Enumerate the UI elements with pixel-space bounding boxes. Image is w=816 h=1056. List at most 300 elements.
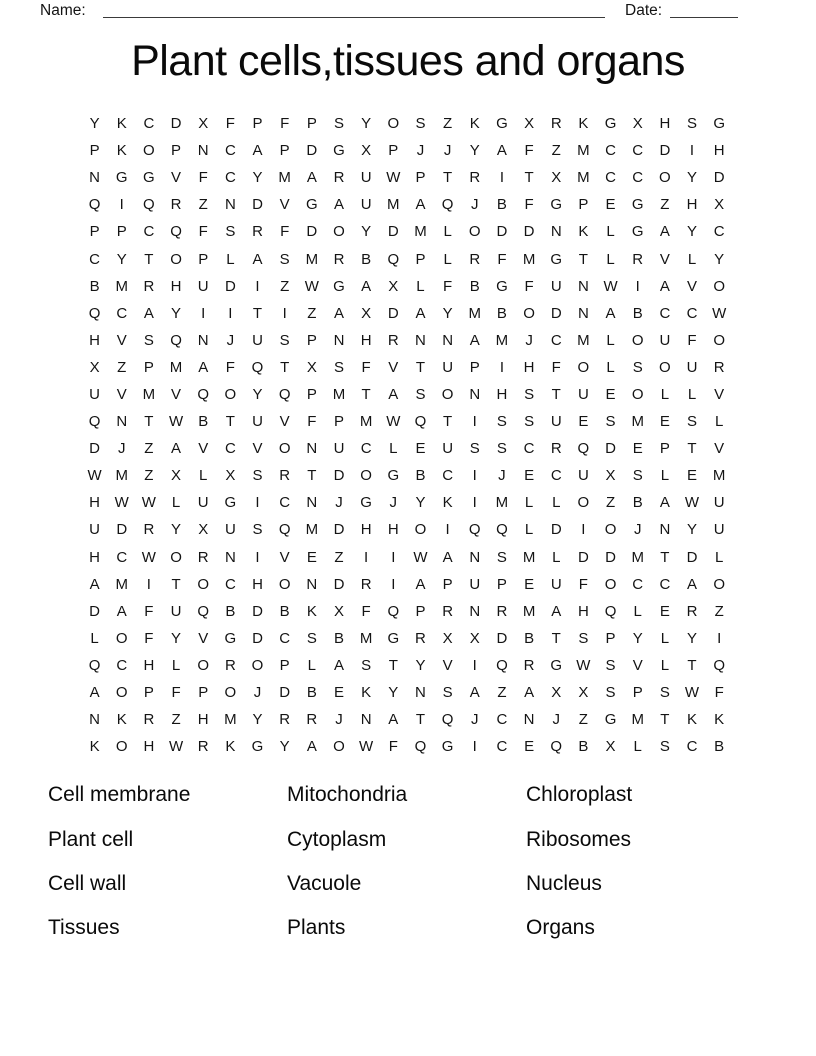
grid-cell: C	[659, 575, 671, 593]
grid-cell: O	[713, 331, 725, 349]
grid-cell: B	[306, 684, 317, 702]
grid-cell: W	[603, 277, 618, 295]
grid-cell: A	[306, 738, 317, 756]
grid-cell: F	[443, 277, 453, 295]
date-blank-line	[670, 17, 738, 18]
grid-cell: I	[255, 548, 260, 566]
grid-cell: G	[387, 629, 400, 647]
grid-cell: C	[550, 467, 562, 485]
grid-cell: V	[659, 250, 670, 268]
word-list-column	[48, 773, 287, 951]
grid-cell: W	[712, 304, 727, 322]
grid-cell: S	[361, 656, 372, 674]
grid-cell: X	[551, 169, 562, 187]
grid-cell: H	[713, 142, 725, 160]
grid-cell: Y	[415, 656, 426, 674]
grid-cell: O	[631, 385, 644, 403]
grid-cell: E	[524, 575, 535, 593]
grid-cell: Q	[278, 385, 291, 403]
grid-cell: A	[469, 331, 480, 349]
grid-cell: S	[306, 629, 317, 647]
grid-cell: W	[141, 548, 156, 566]
grid-cell: J	[443, 142, 452, 160]
grid-cell: Q	[278, 521, 291, 539]
grid-cell: Q	[88, 656, 101, 674]
grid-cell: C	[686, 738, 698, 756]
grid-cell: N	[306, 440, 318, 458]
grid-cell: T	[225, 413, 235, 431]
grid-cell: X	[89, 358, 100, 376]
grid-cell: H	[496, 385, 508, 403]
grid-cell: R	[279, 467, 291, 485]
grid-cell: M	[468, 304, 482, 322]
grid-cell: D	[686, 548, 698, 566]
grid-cell: S	[333, 358, 344, 376]
grid-cell: P	[198, 684, 209, 702]
grid-cell: C	[686, 304, 698, 322]
grid-cell: G	[631, 196, 644, 214]
grid-cell: E	[605, 385, 616, 403]
grid-cell: L	[660, 385, 670, 403]
grid-cell: H	[89, 494, 100, 512]
grid-cell: F	[388, 738, 398, 756]
grid-cell: N	[469, 548, 481, 566]
grid-cell: N	[333, 331, 345, 349]
grid-cell: Q	[88, 304, 101, 322]
grid-cell: S	[279, 250, 290, 268]
grid-cell: H	[89, 331, 100, 349]
grid-cell: Q	[170, 223, 182, 241]
grid-cell: O	[170, 548, 182, 566]
grid-cell: E	[415, 440, 426, 458]
grid-cell: D	[496, 629, 508, 647]
grid-cell: H	[197, 711, 209, 729]
grid-cell: M	[224, 711, 237, 729]
grid-cell: T	[443, 169, 453, 187]
grid-cell: Z	[714, 602, 724, 620]
grid-cell: J	[498, 467, 506, 485]
grid-cell: P	[89, 142, 100, 160]
grid-cell: T	[388, 656, 398, 674]
grid-cell: T	[660, 548, 670, 566]
grid-cell: C	[632, 169, 644, 187]
grid-cell: G	[604, 115, 617, 133]
grid-cell: Q	[713, 656, 725, 674]
grid-cell: S	[469, 440, 480, 458]
grid-cell: H	[143, 738, 155, 756]
grid-cell: Q	[468, 521, 481, 539]
grid-cell: Z	[578, 711, 588, 729]
grid-cell: T	[524, 169, 534, 187]
grid-cell: N	[224, 548, 236, 566]
grid-cell: L	[715, 413, 724, 431]
grid-cell: E	[687, 467, 698, 485]
grid-cell: S	[442, 684, 453, 702]
grid-cell: M	[522, 548, 536, 566]
grid-cell: J	[471, 196, 479, 214]
grid-cell: A	[361, 277, 372, 295]
grid-cell: Q	[197, 385, 210, 403]
grid-cell: Q	[496, 521, 508, 539]
grid-cell: X	[333, 602, 344, 620]
grid-cell: M	[495, 494, 509, 512]
grid-cell: H	[387, 521, 399, 539]
grid-cell: H	[143, 656, 155, 674]
grid-cell: T	[171, 575, 181, 593]
grid-cell: B	[415, 467, 426, 485]
grid-cell: C	[496, 711, 508, 729]
grid-cell: G	[387, 467, 400, 485]
grid-cell: B	[632, 494, 643, 512]
grid-cell: L	[606, 331, 615, 349]
grid-cell: K	[225, 738, 236, 756]
grid-cell: F	[280, 223, 290, 241]
grid-cell: Y	[632, 629, 643, 647]
grid-cell: L	[660, 656, 670, 674]
grid-cell: B	[361, 250, 372, 268]
grid-cell: S	[687, 413, 698, 431]
grid-cell: L	[307, 656, 316, 674]
grid-cell: M	[522, 250, 536, 268]
grid-cell: V	[714, 385, 725, 403]
grid-cell: A	[116, 602, 127, 620]
grid-cell: G	[224, 494, 237, 512]
grid-cell: A	[415, 575, 426, 593]
grid-cell: O	[115, 684, 128, 702]
grid-cell: L	[171, 494, 181, 512]
grid-cell: P	[306, 115, 317, 133]
grid-cell: I	[391, 548, 396, 566]
grid-cell: R	[632, 250, 644, 268]
grid-cell: A	[687, 575, 698, 593]
grid-cell: R	[387, 331, 399, 349]
grid-cell: L	[633, 738, 642, 756]
grid-cell: L	[552, 548, 561, 566]
grid-cell: M	[332, 385, 346, 403]
grid-cell: G	[143, 169, 155, 187]
grid-cell: I	[689, 142, 695, 160]
grid-cell: Q	[550, 738, 563, 756]
grid-cell: V	[279, 413, 290, 431]
grid-cell: J	[471, 711, 479, 729]
grid-cell: U	[89, 521, 100, 539]
grid-cell: U	[550, 575, 562, 593]
grid-cell: J	[226, 331, 235, 349]
grid-cell: I	[472, 413, 477, 431]
name-blank-line	[103, 17, 605, 18]
grid-cell: M	[115, 575, 128, 593]
grid-cell: O	[659, 169, 671, 187]
grid-cell: U	[550, 277, 562, 295]
grid-cell: I	[472, 656, 477, 674]
grid-cell: Z	[443, 115, 453, 133]
word-item: Plant cell	[48, 827, 134, 851]
grid-cell: H	[360, 521, 372, 539]
grid-cell: Q	[251, 358, 264, 376]
grid-cell: E	[632, 440, 643, 458]
grid-cell: B	[89, 277, 100, 295]
grid-cell: I	[635, 277, 640, 295]
grid-cell: U	[89, 385, 100, 403]
grid-cell: B	[632, 304, 643, 322]
grid-cell: V	[279, 548, 290, 566]
grid-cell: Z	[307, 304, 317, 322]
grid-cell: N	[577, 304, 589, 322]
grid-cell: C	[659, 304, 671, 322]
grid-cell: F	[198, 169, 208, 187]
grid-cell: G	[496, 277, 508, 295]
grid-cell: W	[413, 548, 428, 566]
grid-cell: Z	[280, 277, 290, 295]
grid-cell: O	[115, 629, 128, 647]
grid-cell: F	[551, 358, 561, 376]
grid-cell: D	[659, 142, 671, 160]
grid-cell: L	[715, 548, 724, 566]
grid-cell: Q	[604, 602, 617, 620]
grid-cell: M	[712, 467, 726, 485]
grid-cell: F	[171, 684, 181, 702]
grid-cell: A	[415, 304, 426, 322]
grid-cell: W	[114, 494, 129, 512]
grid-cell: D	[333, 575, 345, 593]
grid-cell: K	[687, 711, 698, 729]
word-item: Vacuole	[287, 871, 362, 895]
grid-cell: O	[333, 223, 345, 241]
grid-cell: P	[415, 602, 426, 620]
grid-cell: P	[306, 331, 317, 349]
grid-cell: T	[415, 358, 426, 376]
grid-cell: J	[389, 494, 398, 512]
grid-cell: O	[224, 385, 237, 403]
grid-cell: A	[659, 277, 670, 295]
grid-cell: A	[442, 548, 453, 566]
grid-cell: V	[198, 629, 209, 647]
grid-cell: T	[361, 385, 371, 403]
grid-cell: V	[116, 385, 127, 403]
grid-cell: S	[252, 467, 263, 485]
grid-cell: A	[333, 304, 344, 322]
grid-cell: N	[442, 331, 454, 349]
grid-cell: O	[251, 656, 264, 674]
grid-cell: G	[305, 196, 318, 214]
grid-cell: B	[496, 304, 507, 322]
grid-cell: K	[578, 115, 589, 133]
grid-cell: E	[524, 738, 535, 756]
grid-cell: D	[550, 521, 562, 539]
grid-cell: V	[442, 656, 453, 674]
grid-cell: P	[143, 358, 154, 376]
grid-cell: F	[361, 358, 371, 376]
grid-cell: S	[659, 738, 670, 756]
grid-cell: R	[550, 440, 562, 458]
grid-cell: A	[171, 440, 182, 458]
grid-cell: A	[388, 385, 399, 403]
grid-cell: J	[416, 142, 425, 160]
grid-cell: W	[304, 277, 319, 295]
grid-cell: M	[631, 711, 644, 729]
grid-cell: R	[143, 521, 155, 539]
grid-cell: R	[360, 575, 372, 593]
grid-cell: D	[252, 602, 263, 620]
grid-cell: I	[472, 738, 477, 756]
grid-cell: O	[387, 115, 400, 133]
grid-cell: I	[717, 629, 722, 647]
grid-cell: P	[171, 142, 182, 160]
grid-cell: A	[252, 142, 263, 160]
grid-cell: Z	[144, 440, 154, 458]
grid-cell: M	[414, 223, 427, 241]
grid-cell: C	[550, 331, 562, 349]
grid-cell: T	[660, 711, 670, 729]
grid-cell: S	[659, 684, 670, 702]
grid-cell: Z	[117, 358, 127, 376]
grid-cell: C	[360, 440, 372, 458]
grid-cell: H	[523, 358, 535, 376]
grid-cell: K	[442, 494, 453, 512]
grid-cell: K	[116, 142, 127, 160]
grid-cell: A	[198, 358, 209, 376]
grid-cell: Y	[252, 385, 263, 403]
grid-cell: V	[171, 169, 182, 187]
word-item: Mitochondria	[287, 783, 408, 807]
grid-cell: L	[687, 385, 697, 403]
grid-cell: D	[496, 223, 508, 241]
grid-cell: D	[170, 115, 182, 133]
grid-cell: N	[116, 413, 128, 431]
page-title: Plant cells,tissues and organs	[131, 37, 685, 85]
grid-cell: G	[496, 115, 508, 133]
grid-cell: P	[306, 385, 317, 403]
grid-cell: M	[359, 629, 373, 647]
grid-cell: X	[388, 277, 399, 295]
grid-cell: X	[198, 521, 209, 539]
grid-cell: K	[578, 223, 589, 241]
grid-cell: H	[170, 277, 182, 295]
grid-cell: S	[632, 358, 643, 376]
grid-cell: N	[197, 142, 209, 160]
grid-cell: D	[252, 629, 263, 647]
grid-cell: B	[333, 629, 344, 647]
grid-cell: M	[577, 169, 590, 187]
grid-cell: C	[496, 738, 508, 756]
grid-cell: L	[389, 440, 398, 458]
grid-cell: O	[577, 358, 590, 376]
grid-cell: I	[499, 169, 504, 187]
grid-cell: Q	[387, 602, 400, 620]
grid-cell: K	[469, 115, 480, 133]
grid-cell: R	[469, 250, 481, 268]
grid-cell: U	[577, 385, 589, 403]
grid-cell: Y	[415, 494, 426, 512]
grid-cell: C	[116, 304, 128, 322]
grid-cell: O	[468, 223, 481, 241]
grid-cell: O	[604, 575, 617, 593]
grid-cell: T	[144, 250, 154, 268]
grid-cell: P	[116, 223, 127, 241]
grid-cell: F	[361, 602, 371, 620]
grid-cell: I	[472, 467, 477, 485]
grid-cell: B	[225, 602, 236, 620]
grid-cell: O	[659, 358, 671, 376]
grid-cell: N	[415, 684, 426, 702]
grid-cell: R	[279, 711, 291, 729]
grid-cell: N	[469, 602, 481, 620]
grid-cell: A	[605, 304, 616, 322]
grid-cell: M	[115, 277, 128, 295]
grid-cell: S	[632, 467, 643, 485]
grid-cell: G	[360, 494, 372, 512]
word-search-grid	[81, 110, 733, 760]
grid-cell: R	[496, 602, 508, 620]
grid-cell: W	[168, 413, 184, 431]
grid-cell: L	[226, 250, 235, 268]
grid-cell: T	[443, 413, 453, 431]
grid-cell: Y	[252, 711, 263, 729]
grid-cell: D	[89, 602, 100, 620]
grid-cell: T	[307, 467, 317, 485]
grid-cell: O	[523, 304, 535, 322]
grid-cell: M	[631, 548, 644, 566]
grid-cell: K	[306, 602, 317, 620]
grid-cell: P	[496, 575, 507, 593]
grid-cell: C	[89, 250, 100, 268]
grid-cell: M	[577, 142, 590, 160]
grid-cell: J	[633, 521, 642, 539]
grid-cell: Y	[171, 304, 182, 322]
grid-cell: P	[198, 250, 209, 268]
grid-cell: O	[577, 494, 590, 512]
grid-cell: J	[253, 684, 262, 702]
grid-cell: D	[89, 440, 100, 458]
grid-cell: P	[659, 440, 670, 458]
grid-cell: P	[605, 629, 616, 647]
grid-cell: T	[252, 304, 263, 322]
grid-cell: C	[523, 440, 535, 458]
grid-cell: T	[415, 711, 426, 729]
grid-cell: J	[552, 711, 560, 729]
grid-cell: B	[469, 277, 480, 295]
grid-cell: O	[197, 656, 210, 674]
grid-cell: Y	[252, 169, 263, 187]
grid-cell: O	[604, 521, 617, 539]
grid-cell: Y	[469, 142, 480, 160]
grid-cell: A	[551, 602, 562, 620]
grid-cell: X	[171, 467, 182, 485]
grid-cell: R	[306, 711, 318, 729]
grid-cell: G	[333, 142, 345, 160]
grid-cell: A	[252, 250, 263, 268]
grid-cell: M	[631, 413, 644, 431]
grid-cell: G	[224, 629, 237, 647]
word-item: Cell wall	[48, 871, 127, 895]
grid-cell: L	[443, 223, 452, 241]
grid-cell: V	[687, 277, 698, 295]
grid-cell: Q	[88, 196, 101, 214]
grid-cell: I	[282, 304, 287, 322]
grid-cell: M	[387, 196, 400, 214]
grid-cell: A	[496, 142, 507, 160]
grid-cell: N	[659, 521, 671, 539]
grid-cell: M	[495, 331, 509, 349]
grid-cell: B	[578, 738, 589, 756]
grid-cell: M	[115, 467, 128, 485]
grid-cell: L	[552, 494, 561, 512]
grid-cell: V	[714, 440, 725, 458]
grid-cell: Z	[334, 548, 344, 566]
grid-cell: Y	[89, 115, 100, 133]
grid-cell: N	[415, 331, 426, 349]
grid-cell: M	[169, 358, 183, 376]
